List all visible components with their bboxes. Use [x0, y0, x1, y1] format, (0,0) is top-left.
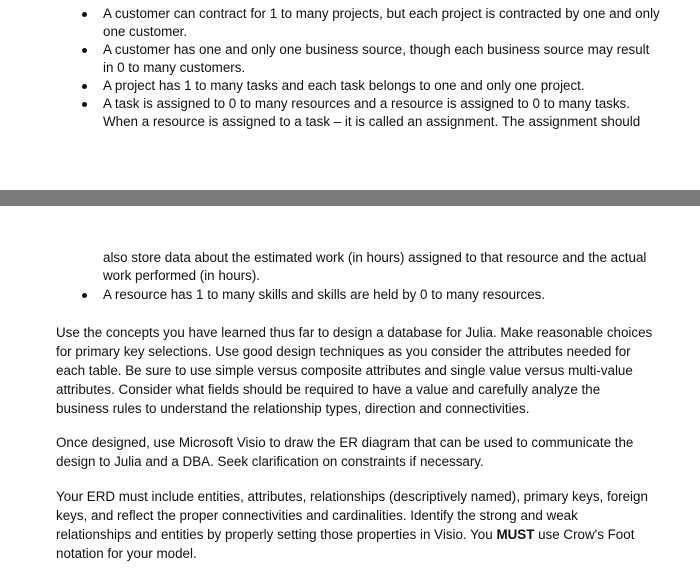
list-item — [0, 5, 663, 41]
bullet-text: A resource has 1 to many skills and skills are held by 0 to many resources. — [103, 287, 546, 302]
list-item — [0, 286, 663, 304]
erd-text-before: Your ERD must include entities, attributes, relationships (descriptively named), primary keys, foreign keys, and reflect the proper connectivities and cardinalities. Identify the strong and weak relationships and entities by properly setting those properties in Visio. You — [56, 489, 648, 542]
list-item — [0, 95, 663, 131]
bottom-bullet-list — [0, 286, 663, 304]
bullet-text: A customer can contract for 1 to many projects, but each project is contracted by one and only one customer. — [103, 6, 660, 39]
continued-bullet-text: also store data about the estimated work (in hours) assigned to that resource and the actual work performed (in hours). — [103, 250, 647, 283]
list-item — [0, 41, 663, 77]
bullet-text: A project has 1 to many tasks and each task belongs to one and only one project. — [103, 78, 585, 93]
bullet-text: A task is assigned to 0 to many resources and a resource is assigned to 0 to many tasks. When a resource is assigned to a task – it is called an assignment. The assignment should — [103, 96, 641, 129]
bullet-icon — [82, 84, 87, 89]
page-break-bar — [0, 190, 700, 206]
bullet-icon — [82, 293, 87, 298]
instructions-paragraph: Use the concepts you have learned thus far to design a database for Julia. Make reasonable choices for primary key selections. Use good design techniques as you consider the attributes needed for each table. Be sure to use simple versus composite attributes and single value versus multi-value attributes. Consider what fields should be required to have a value and carefully analyze the business rules to understand the relationship types, direction and connectivities. — [56, 325, 653, 416]
visio-paragraph: Once designed, use Microsoft Visio to draw the ER diagram that can be used to communicate the design to Julia and a DBA. Seek clarification on constraints if necessary. — [56, 435, 634, 469]
must-emphasis: MUST — [496, 527, 535, 542]
top-bullet-list — [0, 5, 663, 131]
bullet-icon — [82, 48, 87, 53]
erd-text-after: use Crow's Foot notation for your model. — [56, 527, 635, 561]
page-top-section — [0, 0, 700, 190]
page-bottom-section — [0, 206, 700, 571]
list-item — [0, 77, 663, 95]
erd-requirements-paragraph — [56, 487, 656, 563]
bullet-icon — [82, 12, 87, 17]
bullet-icon — [82, 102, 87, 107]
bullet-text: A customer has one and only one business source, though each business source may result in 0 to many customers. — [103, 42, 650, 75]
